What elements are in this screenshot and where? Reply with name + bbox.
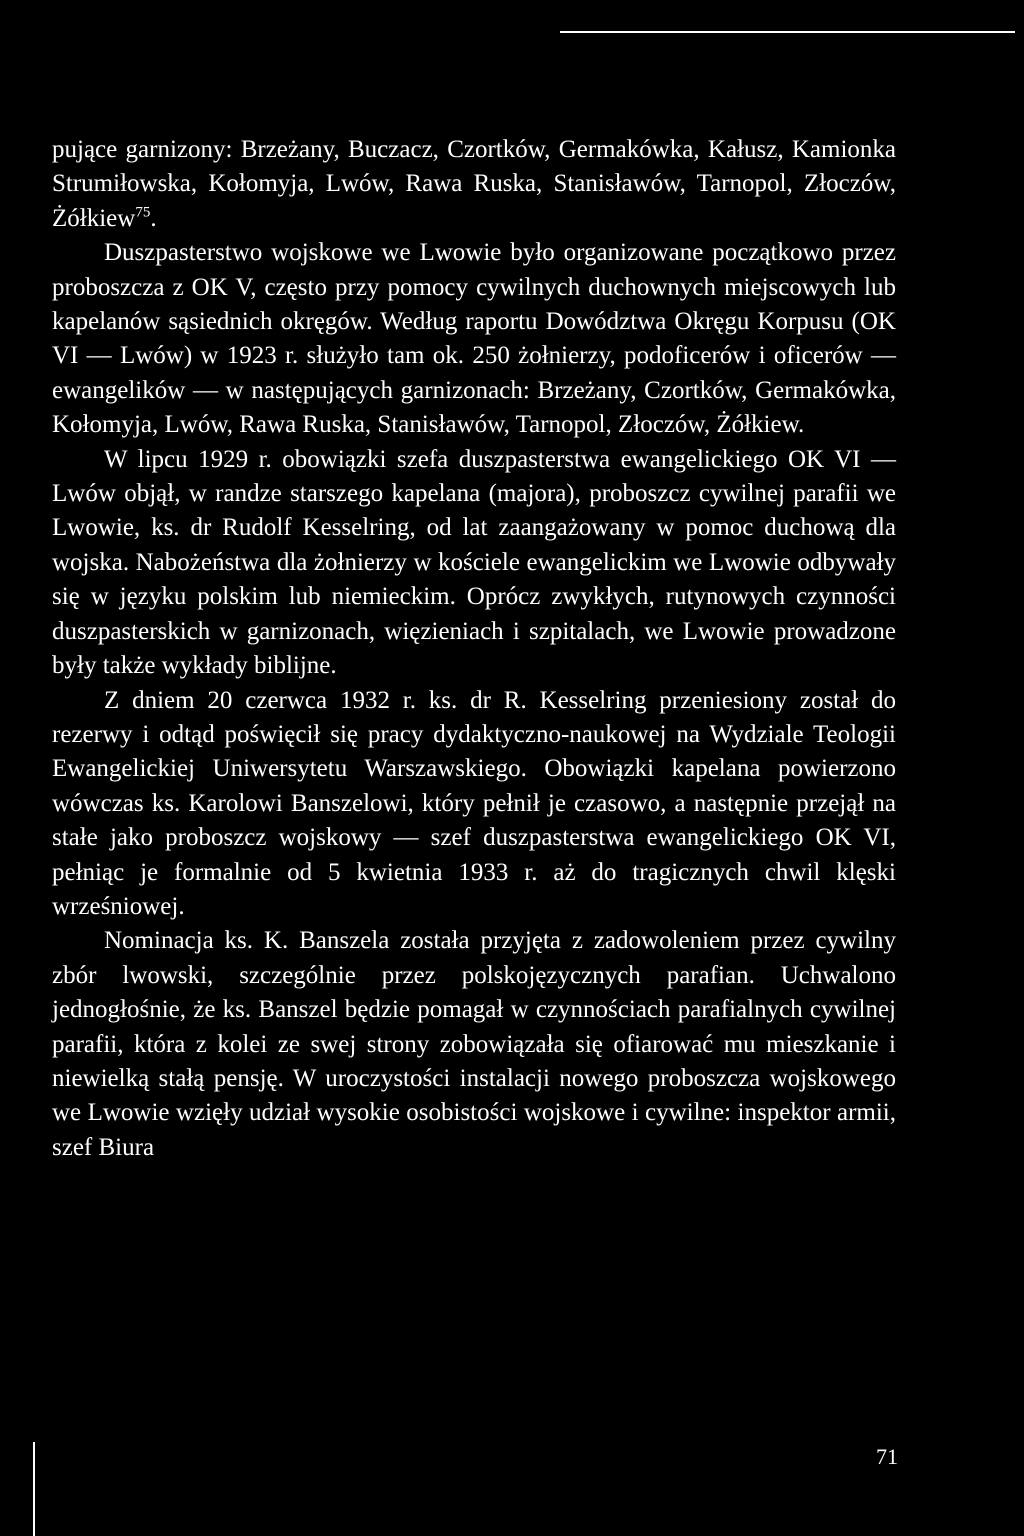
paragraph-5: Nominacja ks. K. Banszela została przyjęta z zadowoleniem przez cywilny zbór lwowski, szczególnie przez polskojęzycznych parafian. Uchwalono jednogłośnie, że ks. Banszel będzie pomagał w czynnościach parafialnych cywilnej parafii, która z kolei ze swej strony zobowiązała się ofiarować mu mieszkanie i niewielką stałą pensję. W uroczystości instalacji nowego proboszcza wojskowego we Lwowie wzięły udział wysokie osobistości wojskowe i cywilne: inspektor armii, szef Biura xyxy=(52,927,896,1161)
top-rule xyxy=(560,31,1015,33)
paragraph-1 xyxy=(52,133,896,236)
paragraph-1-text: pujące garnizony: Brzeżany, Buczacz, Czortków, Germakówka, Kałusz, Kamionka Strumiłowska, Kołomyja, Lwów, Rawa Ruska, Stanisławów, Tarnopol, Złoczów, Żółkiew xyxy=(52,136,896,232)
footnote-ref: 75 xyxy=(135,204,151,221)
paragraph-2: Duszpasterstwo wojskowe we Lwowie było organizowane początkowo przez proboszcza z OK V, często przy pomocy cywilnych duchownych miejscowych lub kapelanów sąsiednich okręgów. Według raportu Dowództwa Okręgu Korpusu (OK VI — Lwów) w 1923 r. służyło tam ok. 250 żołnierzy, podoficerów i oficerów — ewangelików — w następujących garnizonach: Brzeżany, Czortków, Germakówka, Kołomyja, Lwów, Rawa Ruska, Stanisławów, Tarnopol, Złoczów, Żółkiew. xyxy=(52,239,896,439)
page-number: 71 xyxy=(876,1444,898,1469)
body-text xyxy=(52,133,896,1165)
margin-rule xyxy=(33,1442,35,1536)
paragraph-3: W lipcu 1929 r. obowiązki szefa duszpasterstwa ewangelickiego OK VI — Lwów objął, w randze starszego kapelana (majora), proboszcz cywilnej parafii we Lwowie, ks. dr Rudolf Kesselring, od lat zaangażowany w pomoc duchową dla wojska. Nabożeństwa dla żołnierzy w kościele ewangelickim we Lwowie odbywały się w języku polskim lub niemieckim. Oprócz zwykłych, rutynowych czynności duszpasterskich w garnizonach, więzieniach i szpitalach, we Lwowie prowadzone były także wykłady biblijne. xyxy=(52,445,896,680)
paragraph-4: Z dniem 20 czerwca 1932 r. ks. dr R. Kesselring przeniesiony został do rezerwy i odtąd poświęcił się pracy dydaktyczno-naukowej na Wydziale Teologii Ewangelickiej Uniwersytetu Warszawskiego. Obowiązki kapelana powierzono wówczas ks. Karolowi Banszelowi, który pełnił je czasowo, a następnie przejął na stałe jako proboszcz wojskowy — szef duszpasterstwa ewangelickiego OK VI, pełniąc je formalnie od 5 kwietnia 1933 r. aż do tragicznych chwil klęski wrześniowej. xyxy=(52,686,896,920)
paragraph-1-end: . xyxy=(150,204,157,232)
